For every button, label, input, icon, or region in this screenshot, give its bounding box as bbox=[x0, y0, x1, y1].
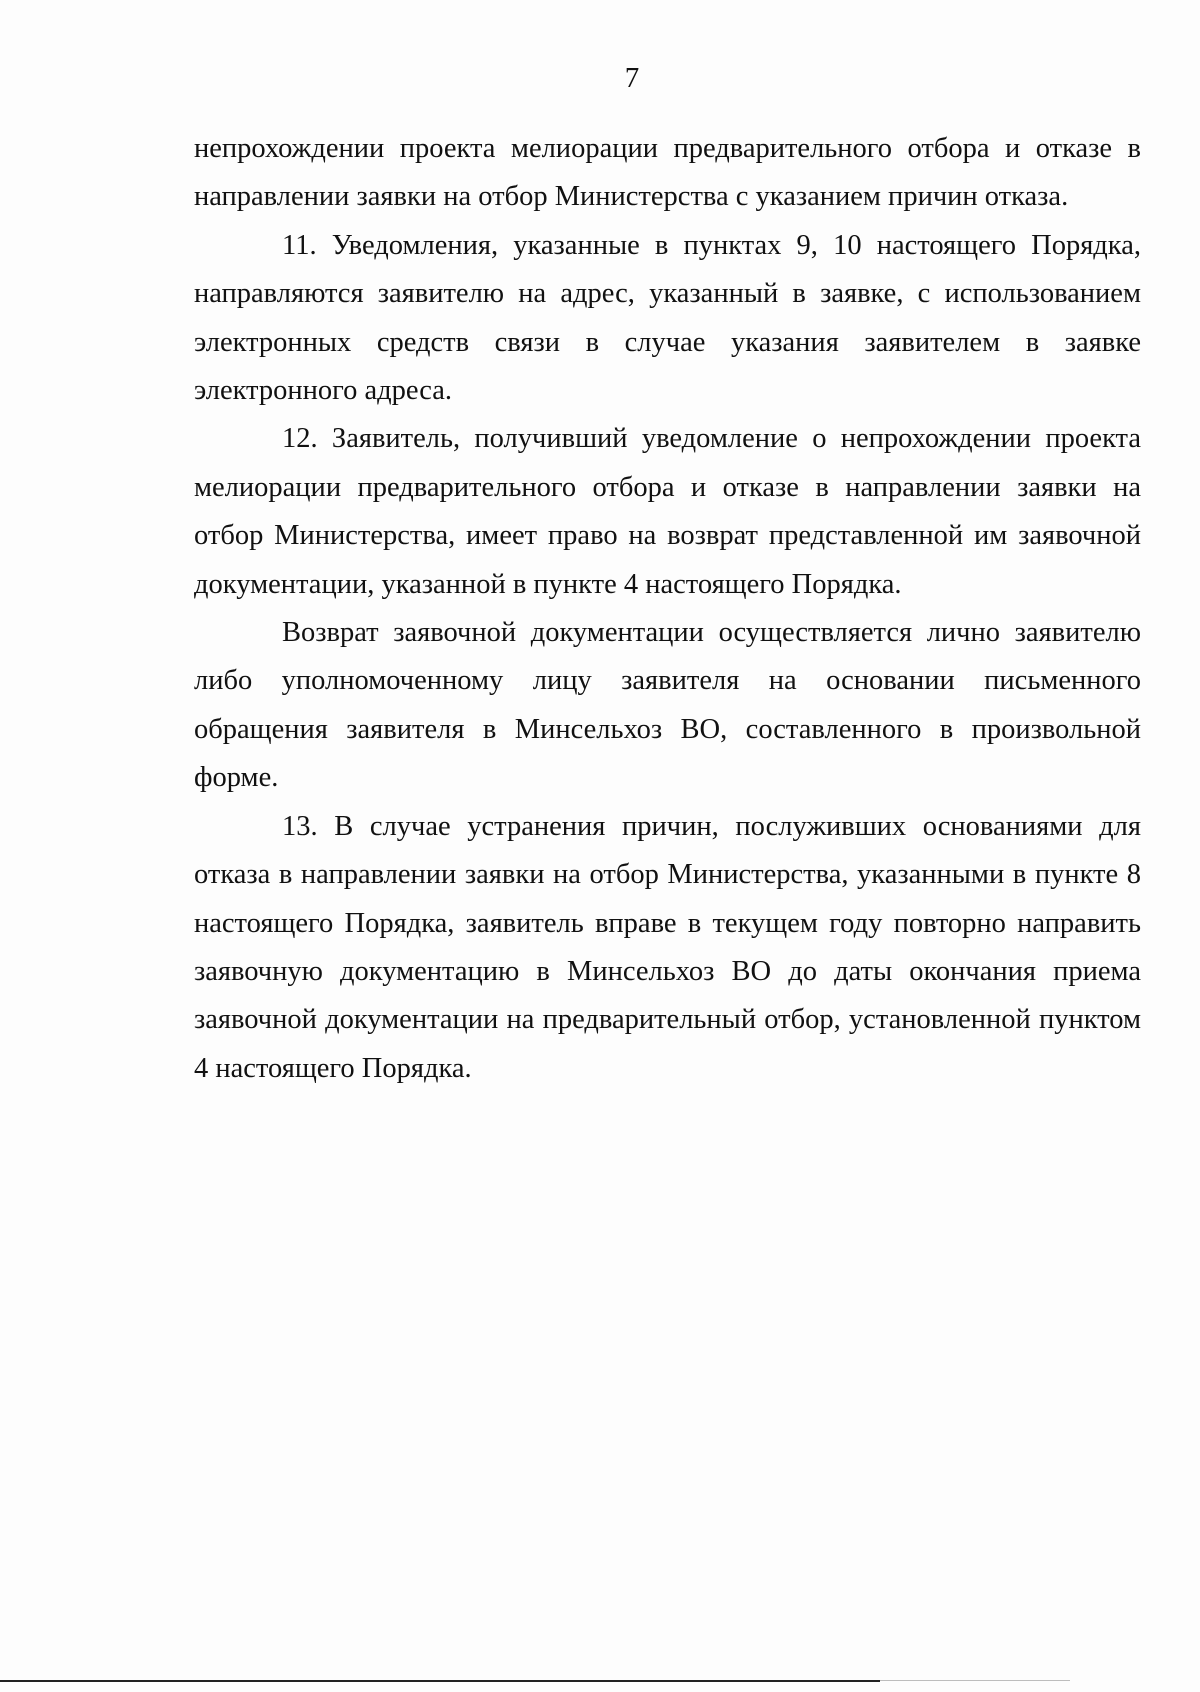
paragraph-item-12: 12. Заявитель, получивший уведомление о непрохождении проекта мелиорации предварительного отбора и отказе в направлении заявки на отбор Министерства, имеет право на возврат представленной им заявочной документации, указанной в пункте 4 настоящего Порядка. bbox=[194, 423, 1141, 600]
paragraph-continuation: непрохождении проекта мелиорации предварительного отбора и отказе в направлении заявки на отбор Министерства с указанием причин отказа. bbox=[194, 133, 1141, 213]
paragraph-item-13: 13. В случае устранения причин, послуживших основаниями для отказа в направлении заявки на отбор Министерства, указанными в пункте 8 настоящего Порядка, заявитель вправе в текущем году повторно направить заявочную документацию в Минсельхоз ВО до даты окончания приема заявочной документации на предварительный отбор, установленной пунктом 4 настоящего Порядка. bbox=[194, 810, 1141, 1084]
scan-edge-line-tail bbox=[880, 1680, 1070, 1681]
paragraph-return-procedure: Возврат заявочной документации осуществляется лично заявителю либо уполномоченному лицу заявителя на основании письменного обращения заявителя в Минсельхоз ВО, составленного в произвольной форме. bbox=[194, 617, 1141, 794]
document-body bbox=[194, 125, 1141, 1093]
scan-edge-line bbox=[0, 1680, 880, 1682]
paragraph-item-11: 11. Уведомления, указанные в пунктах 9, 10 настоящего Порядка, направляются заявителю на адрес, указанный в заявке, с использованием электронных средств связи в случае указания заявителем в заявке электронного адреса. bbox=[194, 229, 1141, 407]
page-number: 7 bbox=[624, 62, 640, 94]
